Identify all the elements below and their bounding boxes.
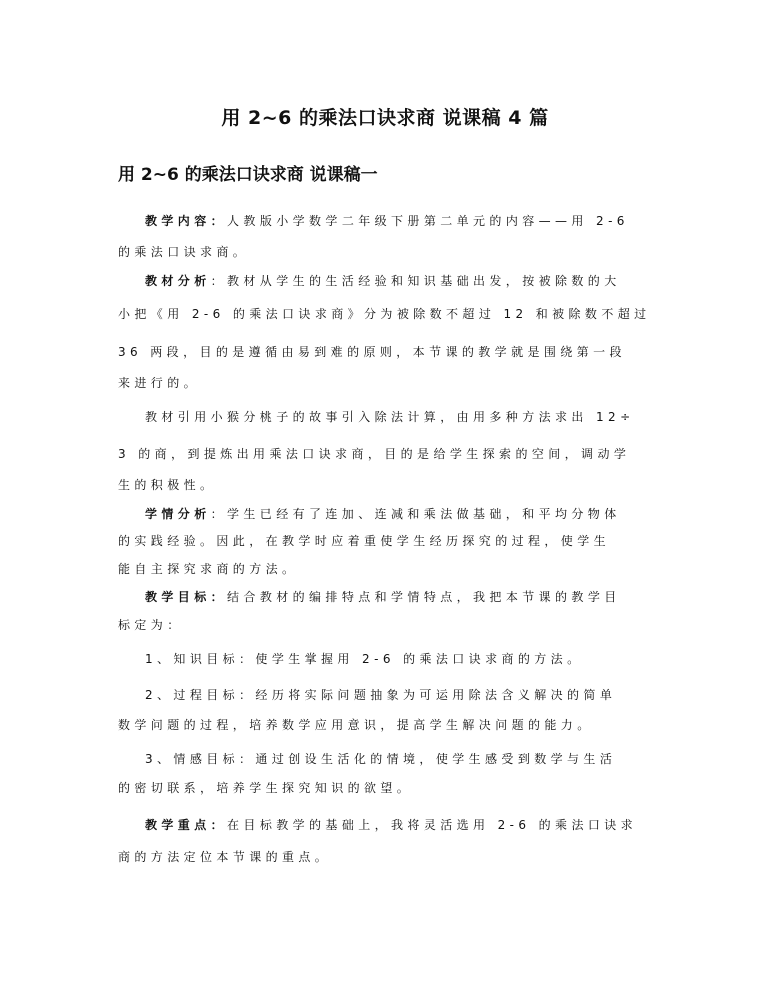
teaching-focus-line-2: 商的方法定位本节课的重点。 bbox=[118, 850, 332, 864]
student-analysis-line-2: 的实践经验。因此，在教学时应着重使学生经历探究的过程，使学生 bbox=[118, 534, 611, 548]
document-title: 用 2~6 的乘法口诀求商 说课稿 4 篇 bbox=[221, 107, 549, 129]
material-analysis-line-4: 来进行的。 bbox=[118, 376, 201, 390]
student-analysis-text: ：学生已经有了连加、连减和乘法做基础，和平均分物体 bbox=[210, 507, 621, 521]
goal-2-line-1: 2、过程目标：经历将实际问题抽象为可运用除法含义解决的简单 bbox=[145, 688, 617, 702]
goal-3-line-1: 3、情感目标：通过创设生活化的情境，使学生感受到数学与生活 bbox=[145, 752, 617, 766]
section-title: 用 2~6 的乘法口诀求商 说课稿一 bbox=[118, 165, 378, 185]
material-analysis-text: ：教材从学生的生活经验和知识基础出发，按被除数的大 bbox=[210, 274, 621, 288]
student-analysis-line-1 bbox=[145, 506, 621, 522]
material-analysis-line-2: 小把《用 2-6 的乘法口诀求商》分为被除数不超过 12 和被除数不超过 bbox=[118, 307, 651, 321]
teaching-goals-label: 教学目标： bbox=[145, 590, 228, 604]
goal-1-line-1: 1、知识目标：使学生掌握用 2-6 的乘法口诀求商的方法。 bbox=[145, 652, 584, 666]
teaching-goals-text: 结合教材的编排特点和学情特点，我把本节课的教学目 bbox=[227, 590, 621, 604]
student-analysis-label: 学情分析 bbox=[145, 507, 211, 521]
goal-3-line-2: 的密切联系，培养学生探究知识的欲望。 bbox=[118, 781, 414, 795]
material-story-line-1: 教材引用小猴分桃子的故事引入除法计算，由用多种方法求出 12÷ bbox=[145, 410, 635, 424]
goal-2-line-2: 数学问题的过程，培养数学应用意识，提高学生解决问题的能力。 bbox=[118, 718, 594, 732]
teaching-content-line-2: 的乘法口诀求商。 bbox=[118, 245, 250, 259]
teaching-content-text: 人教版小学数学二年级下册第二单元的内容——用 2-6 bbox=[227, 214, 629, 228]
teaching-goals-line-2: 标定为： bbox=[118, 618, 184, 632]
material-story-line-3: 生的积极性。 bbox=[118, 478, 217, 492]
teaching-content-line-1 bbox=[145, 213, 629, 229]
material-analysis-label: 教材分析 bbox=[145, 274, 211, 288]
student-analysis-line-3: 能自主探究求商的方法。 bbox=[118, 562, 299, 576]
material-analysis-line-1 bbox=[145, 273, 621, 289]
material-story-line-2: 3 的商，到提炼出用乘法口诀求商，目的是给学生探索的空间，调动学 bbox=[118, 447, 631, 461]
teaching-focus-text: 在目标教学的基础上，我将灵活选用 2-6 的乘法口诀求 bbox=[227, 818, 638, 832]
material-analysis-line-3: 36 两段，目的是遵循由易到难的原则，本节课的教学就是围绕第一段 bbox=[118, 345, 626, 359]
teaching-content-label: 教学内容： bbox=[145, 214, 228, 228]
teaching-focus-label: 教学重点： bbox=[145, 818, 228, 832]
teaching-focus-line-1 bbox=[145, 817, 637, 833]
teaching-goals-line-1 bbox=[145, 589, 621, 605]
